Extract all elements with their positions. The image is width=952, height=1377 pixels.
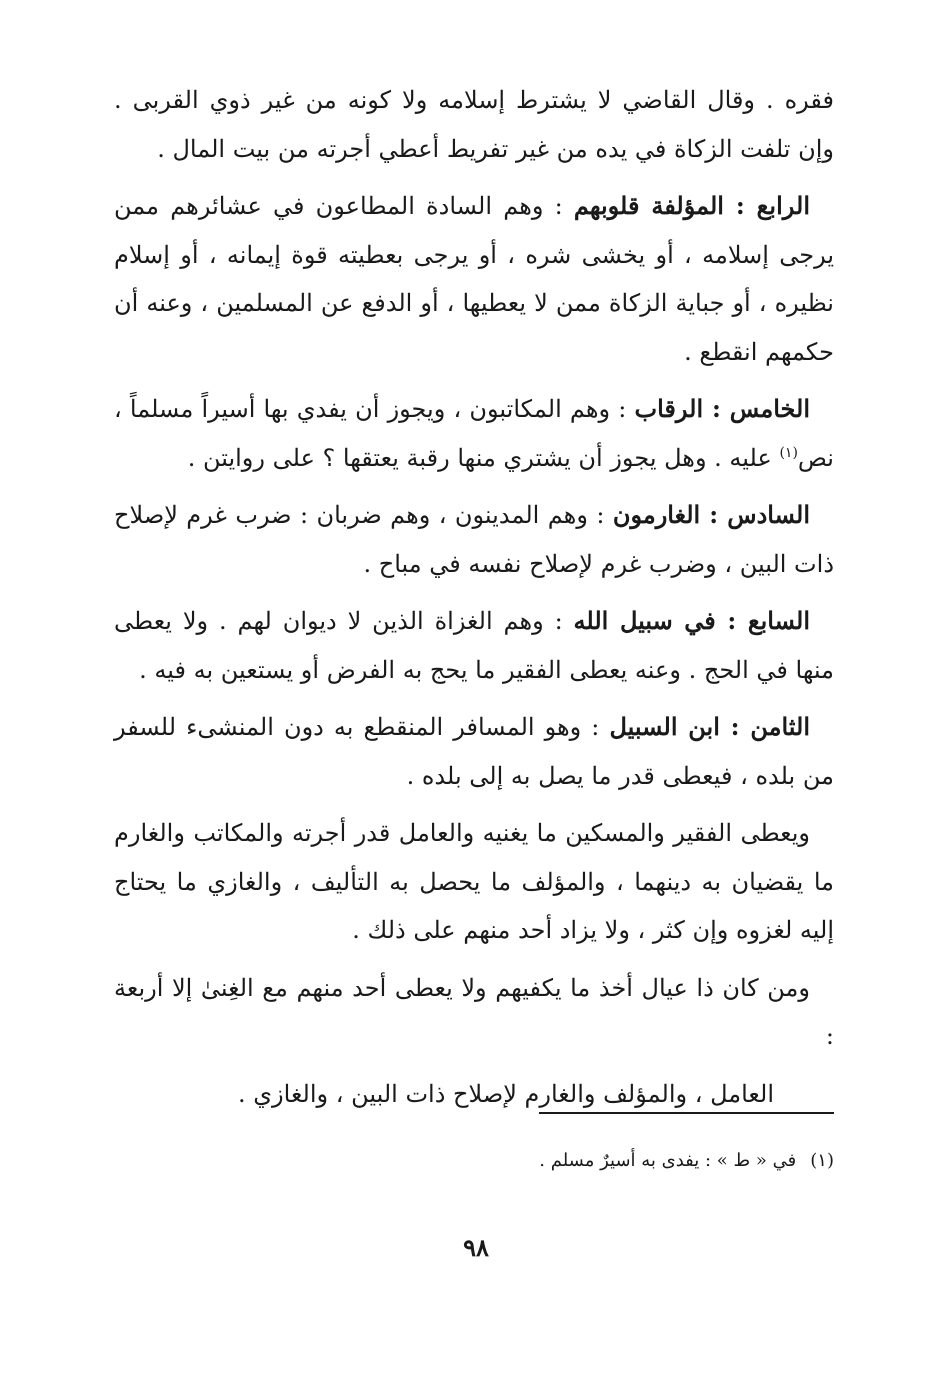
paragraph-four-list-text: العامل ، والمؤلف والغارم لإصلاح ذات البين ، والغازي . [238, 1079, 774, 1108]
paragraph-fifth-category-text-b: عليه . وهل يجوز أن يشتري منها رقبة يعتقها ؟ على روايتن . [187, 443, 780, 472]
paragraph-sixth-category [114, 491, 834, 588]
heading-fourth-category: الرابع : المؤلفة قلوبهم [573, 191, 810, 220]
heading-fifth-category: الخامس : الرقاب [634, 394, 810, 423]
page-number: ٩٨ [463, 1233, 489, 1262]
paragraph-fourth-category-text: : وهم السادة المطاعون في عشائرهم ممن يرجى إسلامه ، أو يخشى شره ، أو يرجى بعطيته قوة إيمانه ، أو إسلام نظيره ، أو جباية الزكاة ممن لا يعطيها ، أو الدفع عن المسلمين ، وعنه أن حكمهم انقطع . [114, 192, 834, 366]
footnote-marker[interactable]: (١) [779, 444, 798, 461]
paragraph-eighth-category-text: : وهو المسافر المنقطع به دون المنشىء للسفر من بلده ، فيعطى قدر ما يصل به إلى بلده . [114, 713, 834, 790]
paragraph-eighth-category [114, 703, 834, 800]
paragraph-sixth-category-text: : وهم المدينون ، وهم ضربان : ضرب غرم لإصلاح ذات البين ، وضرب غرم لإصلاح نفسه في مباح . [114, 501, 834, 578]
paragraph-family-text: ومن كان ذا عيال أخذ ما يكفيهم ولا يعطى أحد منهم مع الغِنىٰ إلا أربعة : [114, 973, 834, 1050]
paragraph-seventh-category [114, 597, 834, 694]
footnote-separator [539, 1112, 834, 1114]
paragraph-four-list [114, 1070, 834, 1119]
paragraph-fifth-category-text-a: : وهم المكاتبون ، ويجوز أن يفدي بها أسيراً مسلماً ، نص [114, 395, 834, 472]
heading-sixth-category: السادس : الغارمون [612, 500, 810, 529]
paragraph-family [114, 964, 834, 1061]
heading-seventh-category: السابع : في سبيل الله [573, 606, 810, 635]
footnote-number: (١) [810, 1150, 834, 1171]
paragraph-1-text: فقره . وقال القاضي لا يشترط إسلامه ولا كونه من غير ذوي القربى . وإن تلفت الزكاة في يده من غير تفريط أعطي أجرته من بيت المال . [114, 86, 834, 163]
paragraph-fifth-category [114, 385, 834, 482]
paragraph-amounts-text: ويعطى الفقير والمسكين ما يغنيه والعامل قدر أجرته والمكاتب والغارم ما يقضيان به دينهما ، والمؤلف ما يحصل به التأليف ، والغازي ما يحتاج إليه لغزوه وإن كثر ، ولا يزاد أحد منهم على ذلك . [114, 819, 834, 944]
paragraph-1 [114, 76, 834, 173]
heading-eighth-category: الثامن : ابن السبيل [609, 712, 810, 741]
paragraph-seventh-category-text: : وهم الغزاة الذين لا ديوان لهم . ولا يعطى منها في الحج . وعنه يعطى الفقير ما يحج به الفرض أو يستعين به فيه . [114, 607, 834, 684]
paragraph-amounts [114, 809, 834, 955]
footnote [114, 1146, 834, 1176]
main-text [114, 76, 834, 1127]
footnote-text: في « ط » : يفدى به أسيرٌ مسلم . [539, 1150, 797, 1171]
paragraph-fourth-category [114, 182, 834, 376]
